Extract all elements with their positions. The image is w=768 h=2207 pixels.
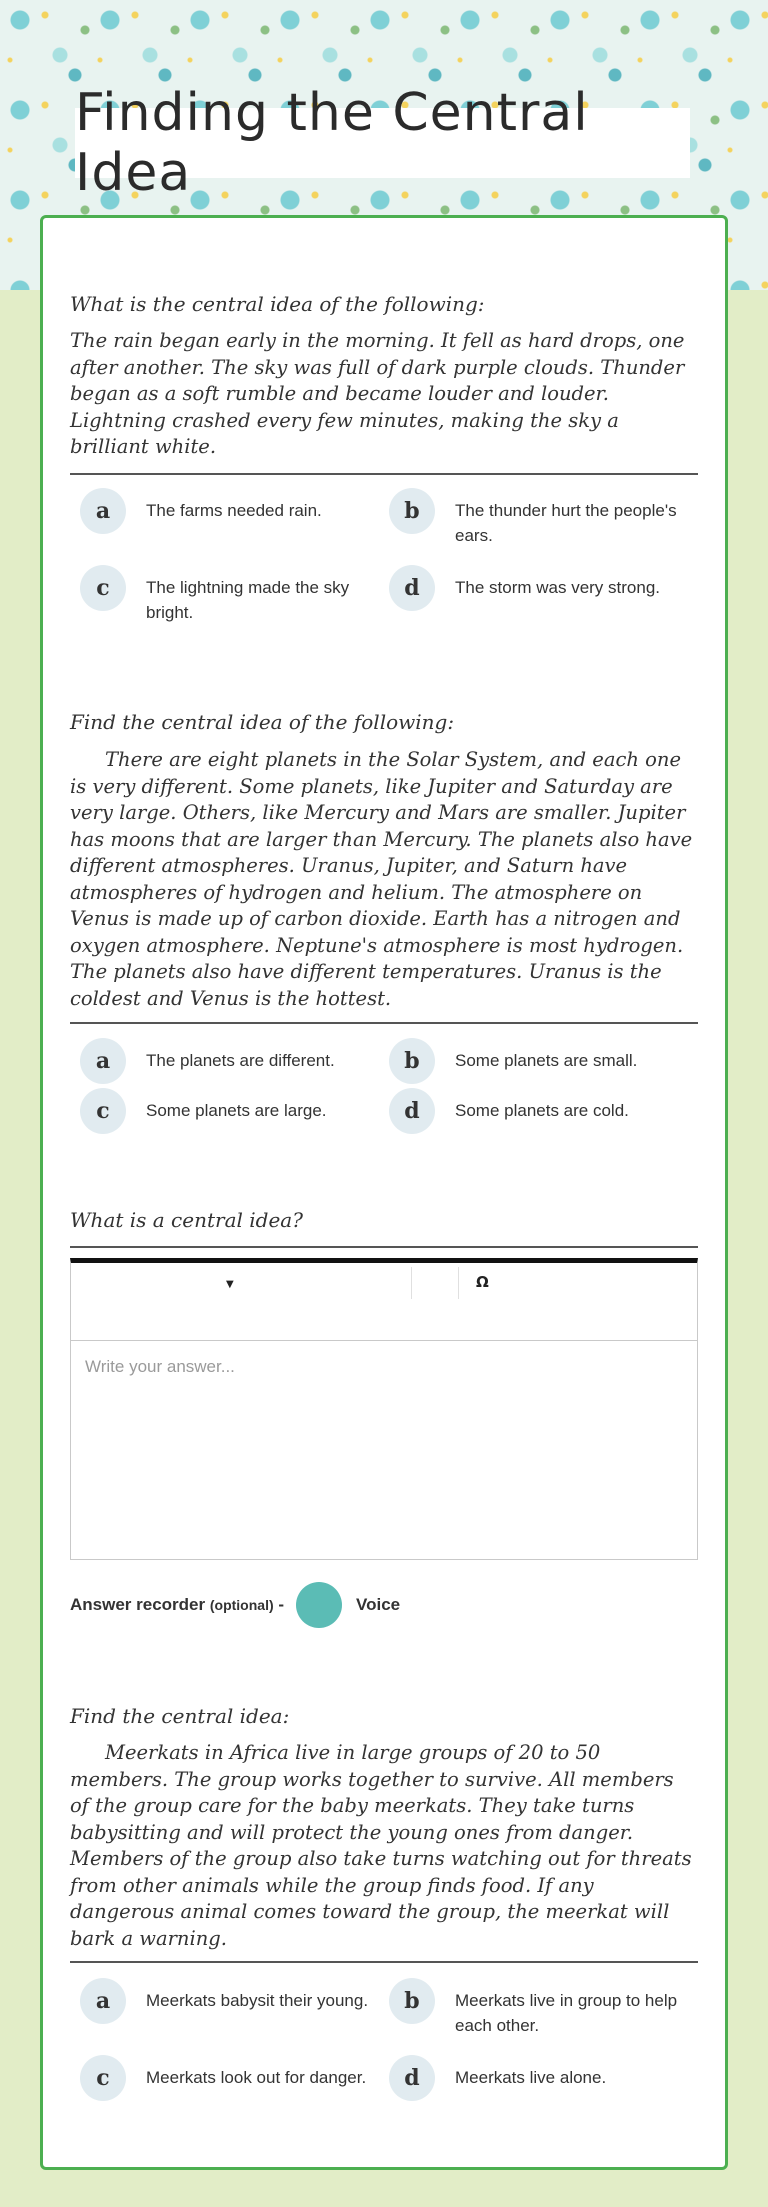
q4-passage: Meerkats in Africa live in large groups of 20 to 50 members. The group works together to survive. All members of the group care for the baby meerkats. They take turns babysitting and will protect the young ones from danger. Members of the group also take turns watching out for threats from other animals while the group finds food. If any dangerous animal comes toward the group, the meerkat will bark a warning. xyxy=(70,1741,692,1950)
choice-text: Meerkats look out for danger. xyxy=(146,2068,367,2087)
choice-letter-badge: b xyxy=(389,1978,435,2024)
choice-letter-badge: c xyxy=(80,2055,126,2101)
choice-letter-badge: d xyxy=(389,1088,435,1134)
choice-text: The storm was very strong. xyxy=(455,578,661,597)
choice-text: Meerkats live in group to help each other. xyxy=(455,1991,678,2035)
q1-prompt: What is the central idea of the following: xyxy=(70,292,485,316)
choice-letter-badge: c xyxy=(80,1088,126,1134)
format-dropdown-arrow-icon[interactable]: ▼ xyxy=(226,1279,234,1290)
recorder-optional: (optional) xyxy=(209,1597,274,1613)
page-title: Finding the Central Idea xyxy=(75,83,589,203)
choice-text: Some planets are large. xyxy=(146,1101,327,1120)
choice-text: The thunder hurt the people's ears. xyxy=(455,501,677,545)
q3-prompt: What is a central idea? xyxy=(70,1208,303,1232)
choice-letter-badge: a xyxy=(80,488,126,534)
choice-letter-badge: d xyxy=(389,2055,435,2101)
q2-passage: There are eight planets in the Solar System, and each one is very different. Some planets, like Jupiter and Saturday are very large. Others, like Mercury and Mars are smaller. Jupiter has moons that are larger than Mercury. The planets also have different atmospheres. Uranus, Jupiter, and Saturn have atmospheres of hydrogen and helium. The atmosphere on Venus is made up of carbon dioxide. Earth has a nitrogen and oxygen atmosphere. Neptune's atmosphere is most hydrogen. The planets also have different temperatures. Uranus is the coldest and Venus is the hottest. xyxy=(70,748,693,1010)
choice-letter-badge: b xyxy=(389,1038,435,1084)
choice-text: Some planets are cold. xyxy=(455,1101,629,1120)
choice-text: Meerkats babysit their young. xyxy=(146,1991,369,2010)
choice-text: The lightning made the sky bright. xyxy=(146,578,350,622)
choice-text: Some planets are small. xyxy=(455,1051,638,1070)
choice-text: The planets are different. xyxy=(146,1051,335,1070)
title-box xyxy=(75,83,690,203)
choice-text: The farms needed rain. xyxy=(146,501,322,520)
q4-prompt: Find the central idea: xyxy=(70,1704,290,1728)
q3-divider xyxy=(70,1246,698,1248)
q1-choice-b[interactable] xyxy=(389,488,689,548)
editor-toolbar xyxy=(71,1263,697,1341)
q4-choice-b[interactable] xyxy=(389,1978,689,2038)
q2-prompt: Find the central idea of the following: xyxy=(70,710,455,734)
q4-choice-c[interactable] xyxy=(80,2055,380,2101)
record-button[interactable] xyxy=(296,1582,342,1628)
q1-choice-a[interactable] xyxy=(80,488,380,534)
choice-letter-badge: b xyxy=(389,488,435,534)
q1-divider xyxy=(70,473,698,475)
q2-choice-a[interactable] xyxy=(80,1038,380,1084)
q2-divider xyxy=(70,1022,698,1024)
recorder-label: Answer recorder (optional) - xyxy=(70,1595,285,1614)
special-character-button[interactable]: Ω xyxy=(476,1273,489,1291)
voice-label: Voice xyxy=(356,1595,401,1614)
q1-choice-d[interactable] xyxy=(389,565,689,611)
q2-choice-c[interactable] xyxy=(80,1088,380,1134)
choice-text: Meerkats live alone. xyxy=(455,2068,607,2087)
q4-choice-d[interactable] xyxy=(389,2055,689,2101)
choice-letter-badge: c xyxy=(80,565,126,611)
toolbar-separator xyxy=(458,1267,459,1299)
answer-recorder xyxy=(70,1582,400,1628)
q2-choice-d[interactable] xyxy=(389,1088,689,1134)
choice-letter-badge: a xyxy=(80,1038,126,1084)
q4-divider xyxy=(70,1961,698,1963)
toolbar-separator xyxy=(411,1267,412,1299)
q1-choice-c[interactable] xyxy=(80,565,380,625)
answer-textarea[interactable] xyxy=(71,1341,697,1559)
q1-passage: The rain began early in the morning. It fell as hard drops, one after another. The sky was full of dark purple clouds. Thunder began as a soft rumble and became louder and louder. Lightning crashed every few minutes, making the sky a brilliant white. xyxy=(70,329,685,458)
q4-choice-a[interactable] xyxy=(80,1978,380,2024)
choice-letter-badge: a xyxy=(80,1978,126,2024)
answer-editor xyxy=(70,1258,698,1560)
q2-choice-b[interactable] xyxy=(389,1038,689,1084)
choice-letter-badge: d xyxy=(389,565,435,611)
